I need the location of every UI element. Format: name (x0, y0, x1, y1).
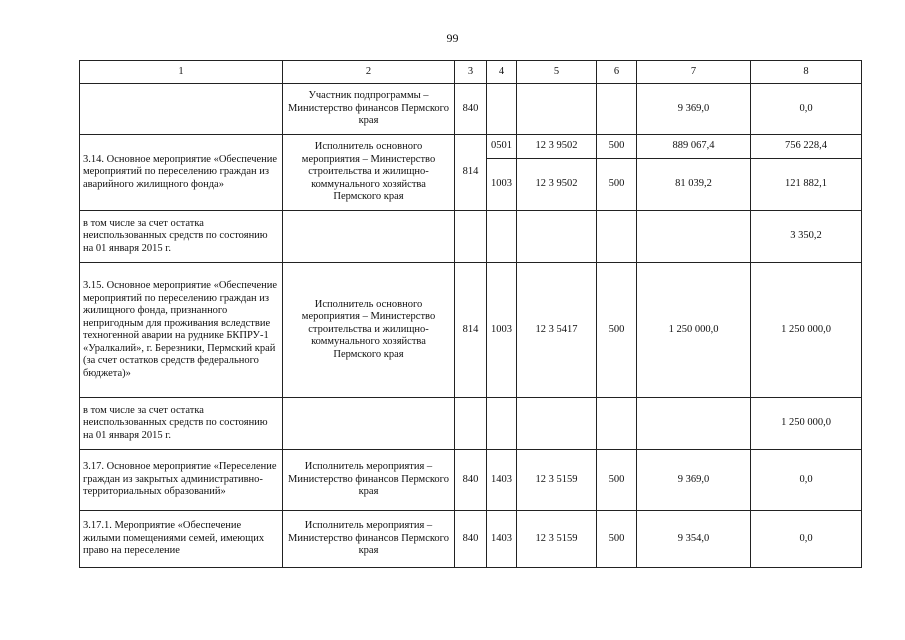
column-header: 1 (80, 61, 283, 84)
cell-code-6 (597, 84, 637, 135)
cell-code-5: 12 3 9502 (517, 159, 597, 211)
cell-name: в том числе за счет остатка неиспользованных средств по состоянию на 01 января 2015 г. (80, 211, 283, 263)
table-row (80, 211, 862, 263)
cell-code-6: 500 (597, 263, 637, 398)
cell-amount-7: 1 250 000,0 (637, 263, 751, 398)
cell-name: в том числе за счет остатка неиспользованных средств по состоянию на 01 января 2015 г. (80, 398, 283, 450)
cell-code-4 (487, 398, 517, 450)
cell-amount-7: 9 354,0 (637, 511, 751, 568)
cell-code-4: 1403 (487, 511, 517, 568)
cell-responsible (283, 211, 455, 263)
cell-code-6 (597, 211, 637, 263)
column-header: 3 (455, 61, 487, 84)
cell-amount-7 (637, 398, 751, 450)
cell-name: 3.17.1. Мероприятие «Обеспечение жилыми помещениями семей, имеющих право на переселение (80, 511, 283, 568)
cell-responsible: Исполнитель основного мероприятия – Министерство строительства и жилищно-коммунального хозяйства Пермского края (283, 135, 455, 211)
table-row (80, 263, 862, 398)
cell-name: 3.15. Основное мероприятие «Обеспечение мероприятий по переселению граждан из жилищного фонда, признанного непригодным для проживания вследствие техногенной аварии на руднике БКПРУ-1 «Уралкалий», г. Березники, Пермский край (за счет остатков средств федерального бюджета)» (80, 263, 283, 398)
cell-code-3: 814 (455, 263, 487, 398)
cell-name: 3.17. Основное мероприятие «Переселение граждан из закрытых административно-территориальных образований» (80, 450, 283, 511)
cell-responsible: Участник подпрограммы – Министерство финансов Пермского края (283, 84, 455, 135)
cell-code-5: 12 3 5417 (517, 263, 597, 398)
column-header: 6 (597, 61, 637, 84)
cell-code-4: 1003 (487, 159, 517, 211)
cell-amount-7: 9 369,0 (637, 84, 751, 135)
column-header: 8 (751, 61, 862, 84)
cell-amount-8: 0,0 (751, 450, 862, 511)
cell-amount-7: 81 039,2 (637, 159, 751, 211)
table-row (80, 84, 862, 135)
budget-table (79, 60, 862, 568)
cell-responsible: Исполнитель мероприятия – Министерство финансов Пермского края (283, 511, 455, 568)
cell-name: 3.14. Основное мероприятие «Обеспечение мероприятий по переселению граждан из аварийного жилищного фонда» (80, 135, 283, 211)
table-header-row (80, 61, 862, 84)
cell-code-3 (455, 211, 487, 263)
cell-responsible: Исполнитель основного мероприятия – Министерство строительства и жилищно-коммунального хозяйства Пермского края (283, 263, 455, 398)
cell-code-6: 500 (597, 511, 637, 568)
cell-amount-8: 3 350,2 (751, 211, 862, 263)
cell-responsible: Исполнитель мероприятия – Министерство финансов Пермского края (283, 450, 455, 511)
cell-code-6 (597, 398, 637, 450)
cell-code-5: 12 3 5159 (517, 450, 597, 511)
table-row (80, 398, 862, 450)
cell-amount-8: 1 250 000,0 (751, 263, 862, 398)
cell-code-5 (517, 398, 597, 450)
cell-code-3: 840 (455, 511, 487, 568)
cell-code-5: 12 3 9502 (517, 135, 597, 159)
cell-code-5: 12 3 5159 (517, 511, 597, 568)
cell-code-4: 1003 (487, 263, 517, 398)
column-header: 2 (283, 61, 455, 84)
cell-amount-8: 0,0 (751, 511, 862, 568)
table-row (80, 511, 862, 568)
cell-responsible (283, 398, 455, 450)
cell-code-3 (455, 398, 487, 450)
cell-code-5 (517, 211, 597, 263)
cell-code-6: 500 (597, 450, 637, 511)
table-row (80, 135, 862, 159)
cell-code-3: 840 (455, 450, 487, 511)
table-row (80, 450, 862, 511)
cell-code-6: 500 (597, 159, 637, 211)
cell-amount-7: 889 067,4 (637, 135, 751, 159)
column-header: 4 (487, 61, 517, 84)
cell-name (80, 84, 283, 135)
cell-code-3: 840 (455, 84, 487, 135)
cell-code-4: 1403 (487, 450, 517, 511)
cell-code-4: 0501 (487, 135, 517, 159)
cell-amount-8: 756 228,4 (751, 135, 862, 159)
cell-amount-7: 9 369,0 (637, 450, 751, 511)
cell-amount-7 (637, 211, 751, 263)
cell-amount-8: 121 882,1 (751, 159, 862, 211)
cell-amount-8: 0,0 (751, 84, 862, 135)
cell-code-6: 500 (597, 135, 637, 159)
cell-code-3: 814 (455, 135, 487, 211)
page-number: 99 (446, 31, 459, 45)
cell-code-5 (517, 84, 597, 135)
cell-code-4 (487, 84, 517, 135)
cell-code-4 (487, 211, 517, 263)
cell-amount-8: 1 250 000,0 (751, 398, 862, 450)
column-header: 5 (517, 61, 597, 84)
column-header: 7 (637, 61, 751, 84)
